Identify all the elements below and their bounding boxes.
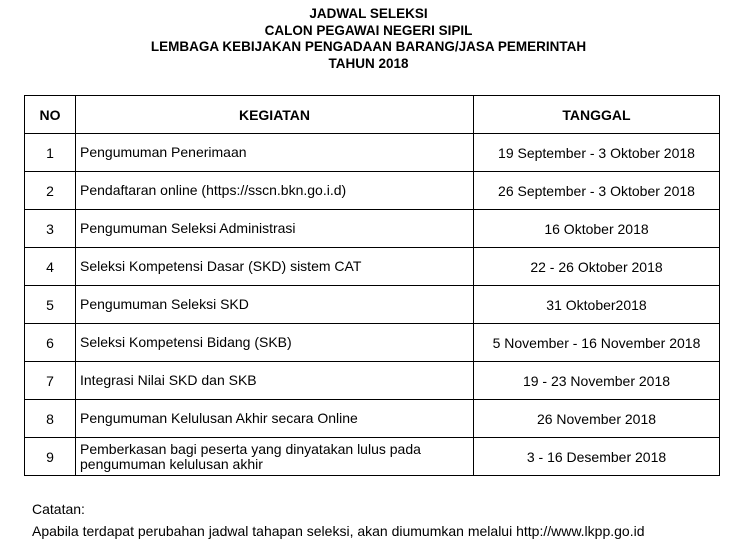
row-activity: Seleksi Kompetensi Bidang (SKB) <box>76 324 474 362</box>
row-activity: Seleksi Kompetensi Dasar (SKD) sistem CAT <box>76 248 474 286</box>
row-date: 26 November 2018 <box>474 400 720 438</box>
table-row <box>25 324 720 362</box>
row-date: 22 - 26 Oktober 2018 <box>474 248 720 286</box>
row-number: 8 <box>25 400 76 438</box>
row-number: 4 <box>25 248 76 286</box>
row-date: 26 September - 3 Oktober 2018 <box>474 172 720 210</box>
row-number: 6 <box>25 324 76 362</box>
row-date: 19 September - 3 Oktober 2018 <box>474 134 720 172</box>
row-date: 16 Oktober 2018 <box>474 210 720 248</box>
column-header-kegiatan: KEGIATAN <box>76 96 474 134</box>
document-title <box>0 6 737 72</box>
row-activity: Pendaftaran online (https://sscn.bkn.go.i.d) <box>76 172 474 210</box>
table-row <box>25 400 720 438</box>
row-number: 5 <box>25 286 76 324</box>
title-line-2: CALON PEGAWAI NEGERI SIPIL <box>264 22 473 38</box>
row-activity: Integrasi Nilai SKD dan SKB <box>76 362 474 400</box>
notes-text: Apabila terdapat perubahan jadwal tahapan seleksi, akan diumumkan melalui http://www.lkpp.go.id <box>32 523 645 539</box>
schedule-table <box>24 95 720 476</box>
row-activity <box>76 438 474 476</box>
table-row <box>25 210 720 248</box>
notes-section <box>32 498 645 542</box>
table-row <box>25 362 720 400</box>
row-date: 5 November - 16 November 2018 <box>474 324 720 362</box>
table-row <box>25 172 720 210</box>
row-activity: Pengumuman Seleksi SKD <box>76 286 474 324</box>
row-activity: Pengumuman Seleksi Administrasi <box>76 210 474 248</box>
row-number: 9 <box>25 438 76 476</box>
title-line-4: TAHUN 2018 <box>328 55 409 71</box>
row-number: 7 <box>25 362 76 400</box>
column-header-no: NO <box>25 96 76 134</box>
row-number: 3 <box>25 210 76 248</box>
row-activity: Pengumuman Kelulusan Akhir secara Online <box>76 400 474 438</box>
table-row <box>25 286 720 324</box>
table-header-row <box>25 96 720 134</box>
column-header-tanggal: TANGGAL <box>474 96 720 134</box>
row-date: 19 - 23 November 2018 <box>474 362 720 400</box>
row-activity: Pengumuman Penerimaan <box>76 134 474 172</box>
row-activity-line-1: Pemberkasan bagi peserta yang dinyatakan lulus pada <box>80 440 421 457</box>
title-line-1: JADWAL SELEKSI <box>309 6 428 21</box>
table-row <box>25 438 720 476</box>
row-date: 31 Oktober2018 <box>474 286 720 324</box>
row-number: 2 <box>25 172 76 210</box>
notes-label: Catatan: <box>32 501 85 517</box>
title-line-3: LEMBAGA KEBIJAKAN PENGADAAN BARANG/JASA PEMERINTAH <box>150 39 587 55</box>
row-activity-line-2: pengumuman kelulusan akhir <box>80 455 263 472</box>
table-row <box>25 134 720 172</box>
row-number: 1 <box>25 134 76 172</box>
table-row <box>25 248 720 286</box>
row-date: 3 - 16 Desember 2018 <box>474 438 720 476</box>
